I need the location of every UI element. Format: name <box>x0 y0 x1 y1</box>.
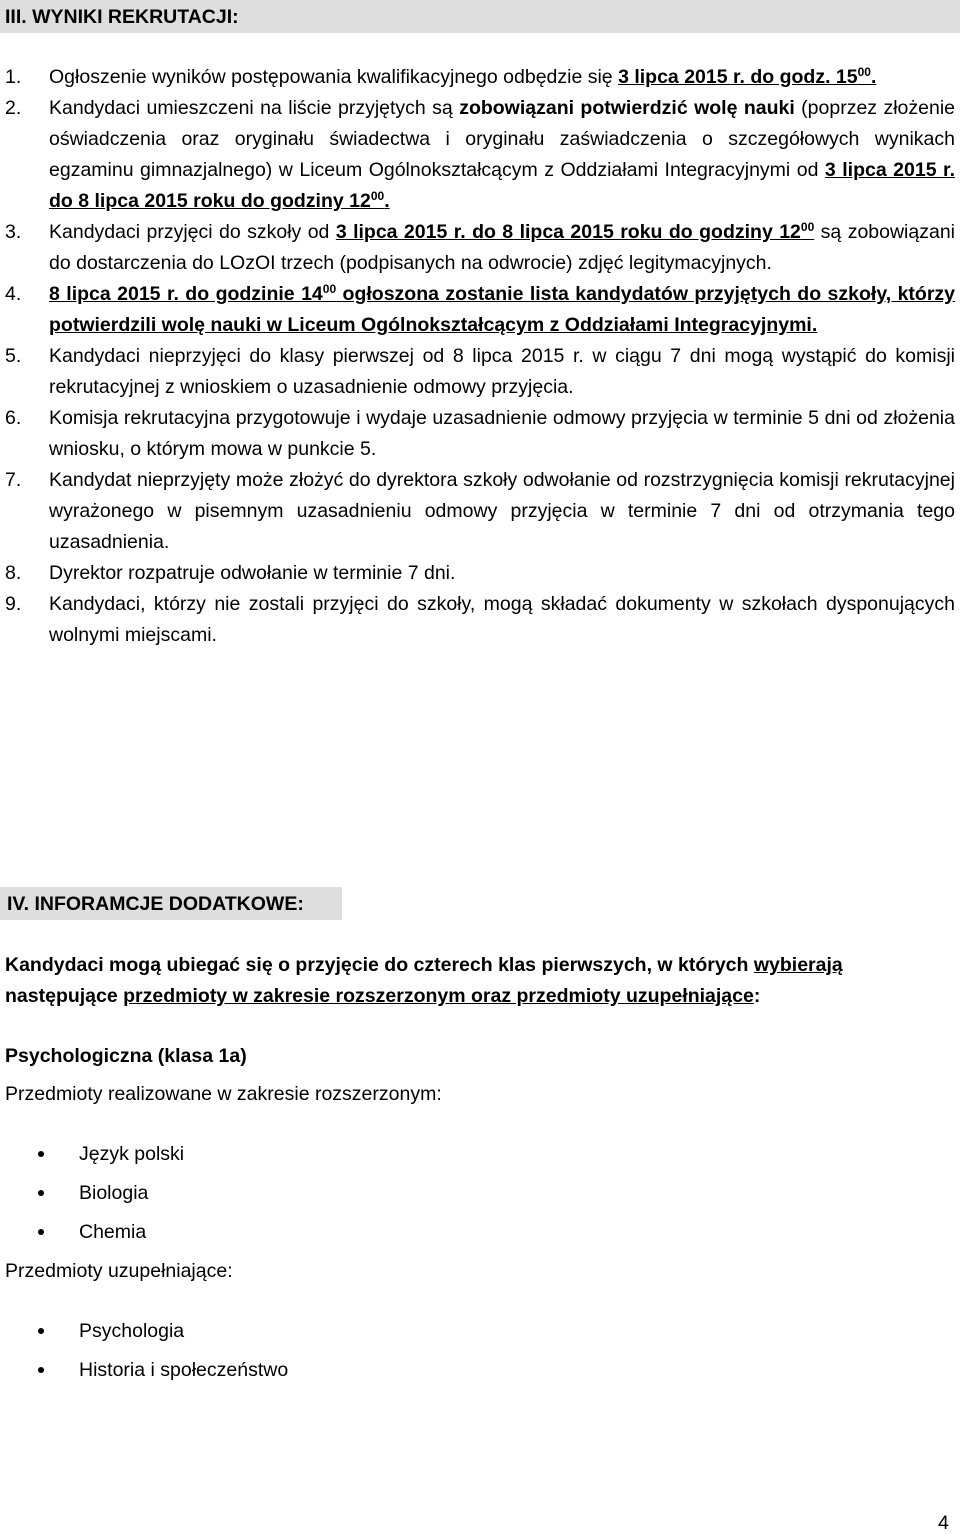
class-name: Psychologiczna (klasa 1a) <box>5 1045 247 1067</box>
supplementary-subjects-label: Przedmioty uzupełniające: <box>5 1260 233 1282</box>
list-item-text: Ogłoszenie wyników postępowania kwalifikacyjnego odbędzie się 3 lipca 2015 r. do godz. $15^{00}$. <box>49 65 877 88</box>
subject-label: Język polski <box>79 1143 185 1165</box>
section-4-header-bar <box>0 887 342 920</box>
list-item-text: 8 lipca 2015 r. do godzinie $14^{00}$ ogłoszona zostanie lista kandydatów przyjętych do szkoły, którzy potwierdzili wolę nauki w Liceum Ogólnokształcącym z Oddziałami Integracyjnymi. <box>49 282 955 336</box>
list-item-text: Dyrektor rozpatruje odwołanie w terminie 7 dni. <box>49 562 456 584</box>
subject-label: Historia i społeczeństwo <box>79 1359 289 1381</box>
list-item <box>5 62 955 93</box>
list-item <box>5 558 955 589</box>
list-item-number: 7. <box>5 469 22 491</box>
list-item <box>5 217 955 279</box>
section-3-header-bar <box>0 0 960 33</box>
extended-subjects-label: Przedmioty realizowane w zakresie rozszerzonym: <box>5 1083 442 1105</box>
page-number: 4 <box>938 1512 949 1534</box>
list-item-number: 1. <box>5 66 22 88</box>
list-item-text: Kandydat nieprzyjęty może złożyć do dyrektora szkoły odwołanie od rozstrzygnięcia komisji rekrutacyjnej wyrażonego w pisemnym uzasadnieniu odmowy przyjęcia w terminie 7 dni od otrzymania tego uzasadnienia. <box>49 469 955 553</box>
list-item <box>5 341 955 403</box>
list-item-number: 5. <box>5 345 22 367</box>
list-item-text: Kandydaci umieszczeni na liście przyjętych są zobowiązani potwierdzić wolę nauki (poprzez złożenie oświadczenia oraz oryginału świadectwa i oryginału zaświadczenia o szczegółowych wynikach egzaminu gimnazjalnego) w Liceum Ogólnokształcącym z Oddziałami Integracyjnymi od 3 lipca 2015 r. do 8 lipca 2015 roku do godziny $12^{00}$. <box>49 97 956 212</box>
results-list <box>5 62 955 651</box>
list-item-number: 3. <box>5 221 22 243</box>
bullet-icon <box>38 1328 44 1334</box>
bullet-icon <box>38 1190 44 1196</box>
list-item <box>5 589 955 651</box>
subject-label: Chemia <box>79 1221 147 1243</box>
bullet-icon <box>38 1229 44 1235</box>
list-item-text: Kandydaci, którzy nie zostali przyjęci do szkoły, mogą składać dokumenty w szkołach dysponujących wolnymi miejscami. <box>49 593 955 646</box>
section-4-title: IV. INFORAMCJE DODATKOWE: <box>7 893 304 915</box>
list-item-number: 6. <box>5 407 22 429</box>
list-item <box>5 403 955 465</box>
list-item <box>5 465 955 558</box>
list-item <box>5 279 955 341</box>
list-item-text: Kandydaci nieprzyjęci do klasy pierwszej od 8 lipca 2015 r. w ciągu 7 dni mogą wystąpić do komisji rekrutacyjnej z wnioskiem o uzasadnienie odmowy przyjęcia. <box>49 345 955 398</box>
list-item-number: 9. <box>5 593 22 615</box>
subject-label: Biologia <box>79 1182 149 1204</box>
list-item <box>5 93 955 217</box>
list-item-number: 4. <box>5 283 22 305</box>
list-item-text: Komisja rekrutacyjna przygotowuje i wydaje uzasadnienie odmowy przyjęcia w terminie 5 dni od złożenia wniosku, o którym mowa w punkcie 5. <box>49 407 955 460</box>
section-4-intro: Kandydaci mogą ubiegać się o przyjęcie do czterech klas pierwszych, w których wybierają następujące przedmioty w zakresie rozszerzonym oraz przedmioty uzupełniające: <box>5 954 843 1007</box>
section-3-title: III. WYNIKI REKRUTACJI: <box>5 6 239 28</box>
subject-label: Psychologia <box>79 1320 185 1342</box>
list-item-text: Kandydaci przyjęci do szkoły od 3 lipca 2015 r. do 8 lipca 2015 roku do godziny $12^{00}$ są zobowiązani do dostarczenia do LOzOI trzech (podpisanych na odwrocie) zdjęć legitymacyjnych. <box>49 220 956 274</box>
bullet-icon <box>38 1367 44 1373</box>
bullet-icon <box>38 1151 44 1157</box>
list-item-number: 8. <box>5 562 22 584</box>
list-item-number: 2. <box>5 97 22 119</box>
